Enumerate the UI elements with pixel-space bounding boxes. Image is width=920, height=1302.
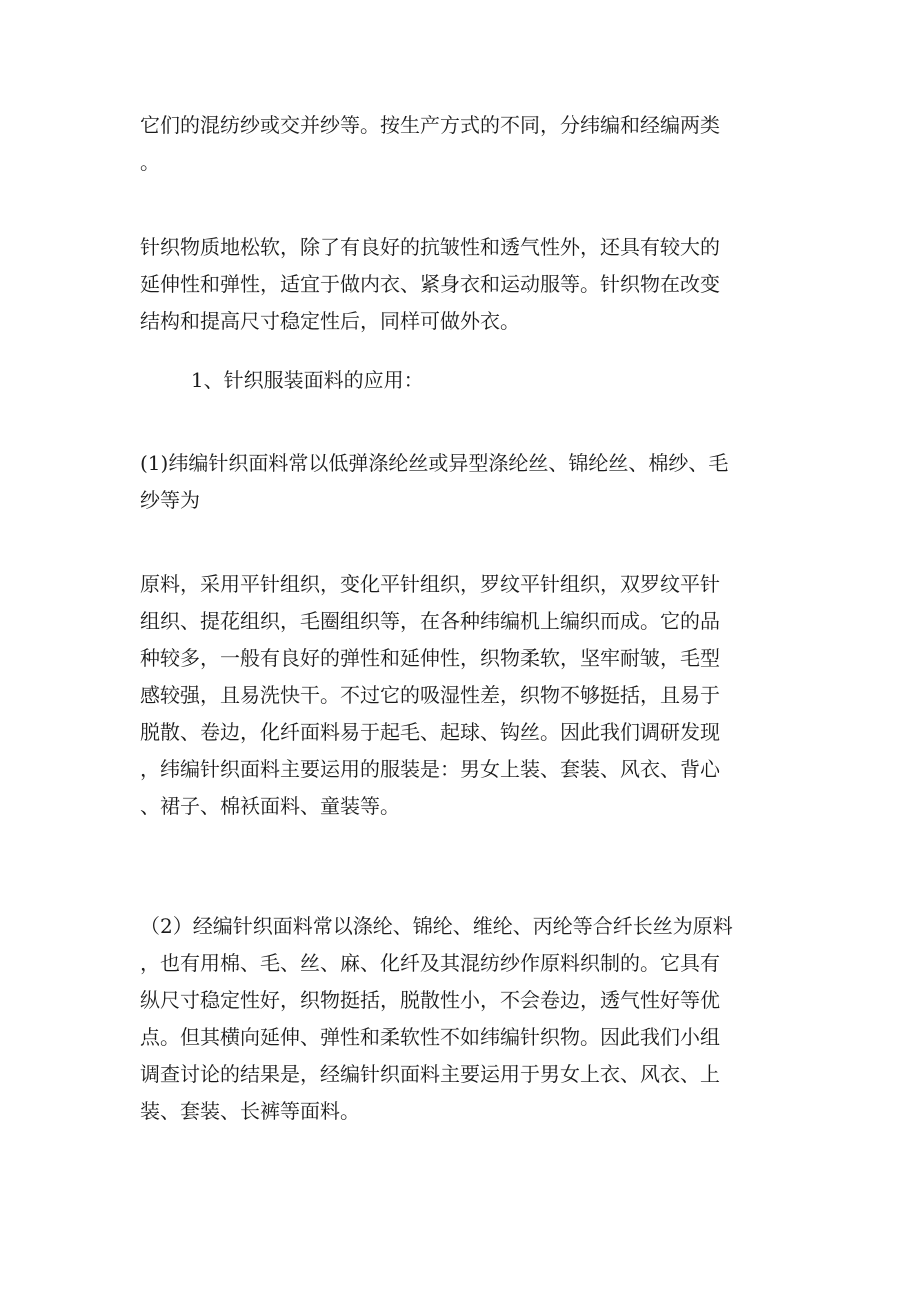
paragraph-warp-knit-details: （2）经编针织面料常以涤纶、锦纶、维纶、丙纶等合纤长丝为原料 ，也有用棉、毛、丝、麻、化纤及其混纺纱作原料织制的。它具有 纵尺寸稳定性好，织物挺括，脱散性小，不会卷边，透气性好等优 点。但其横向延伸、弹性和柔软性不如纬编针织物。因此我们小组 调查讨论的结果是，经编针织面料主要运用于男女上衣、风衣、上 装、套装、长裤等面料。 bbox=[140, 914, 733, 1123]
section-heading-knit-fabric-application: 1、针织服装面料的应用： bbox=[140, 368, 424, 392]
paragraph-knit-properties: 针织物质地松软，除了有良好的抗皱性和透气性外，还具有较大的 延伸性和弹性，适宜于做内衣、紧身衣和运动服等。针织物在改变 结构和提高尺寸稳定性后，同样可做外衣。 bbox=[140, 235, 720, 333]
paragraph-weft-knit-intro: (1)纬编针织面料常以低弹涤纶丝或异型涤纶丝、锦纶丝、棉纱、毛 纱等为 bbox=[140, 451, 729, 512]
paragraph-yarn-types: 它们的混纺纱或交并纱等。按生产方式的不同，分纬编和经编两类 。 bbox=[140, 113, 720, 174]
paragraph-weft-knit-details: 原料，采用平针组织，变化平针组织，罗纹平针组织，双罗纹平针 组织、提花组织，毛圈组织等，在各种纬编机上编织而成。它的品 种较多，一般有良好的弹性和延伸性，织物柔软，坚牢耐皱，毛型 感较强，且易洗快干。不过它的吸湿性差，织物不够挺括，且易于 脱散、卷边，化纤面料易于起毛、起球、钩丝。因此我们调研发现 ，纬编针织面料主要运用的服装是：男女上装、套装、风衣、背心 、裙子、棉袄面料、童装等。 bbox=[140, 572, 720, 818]
